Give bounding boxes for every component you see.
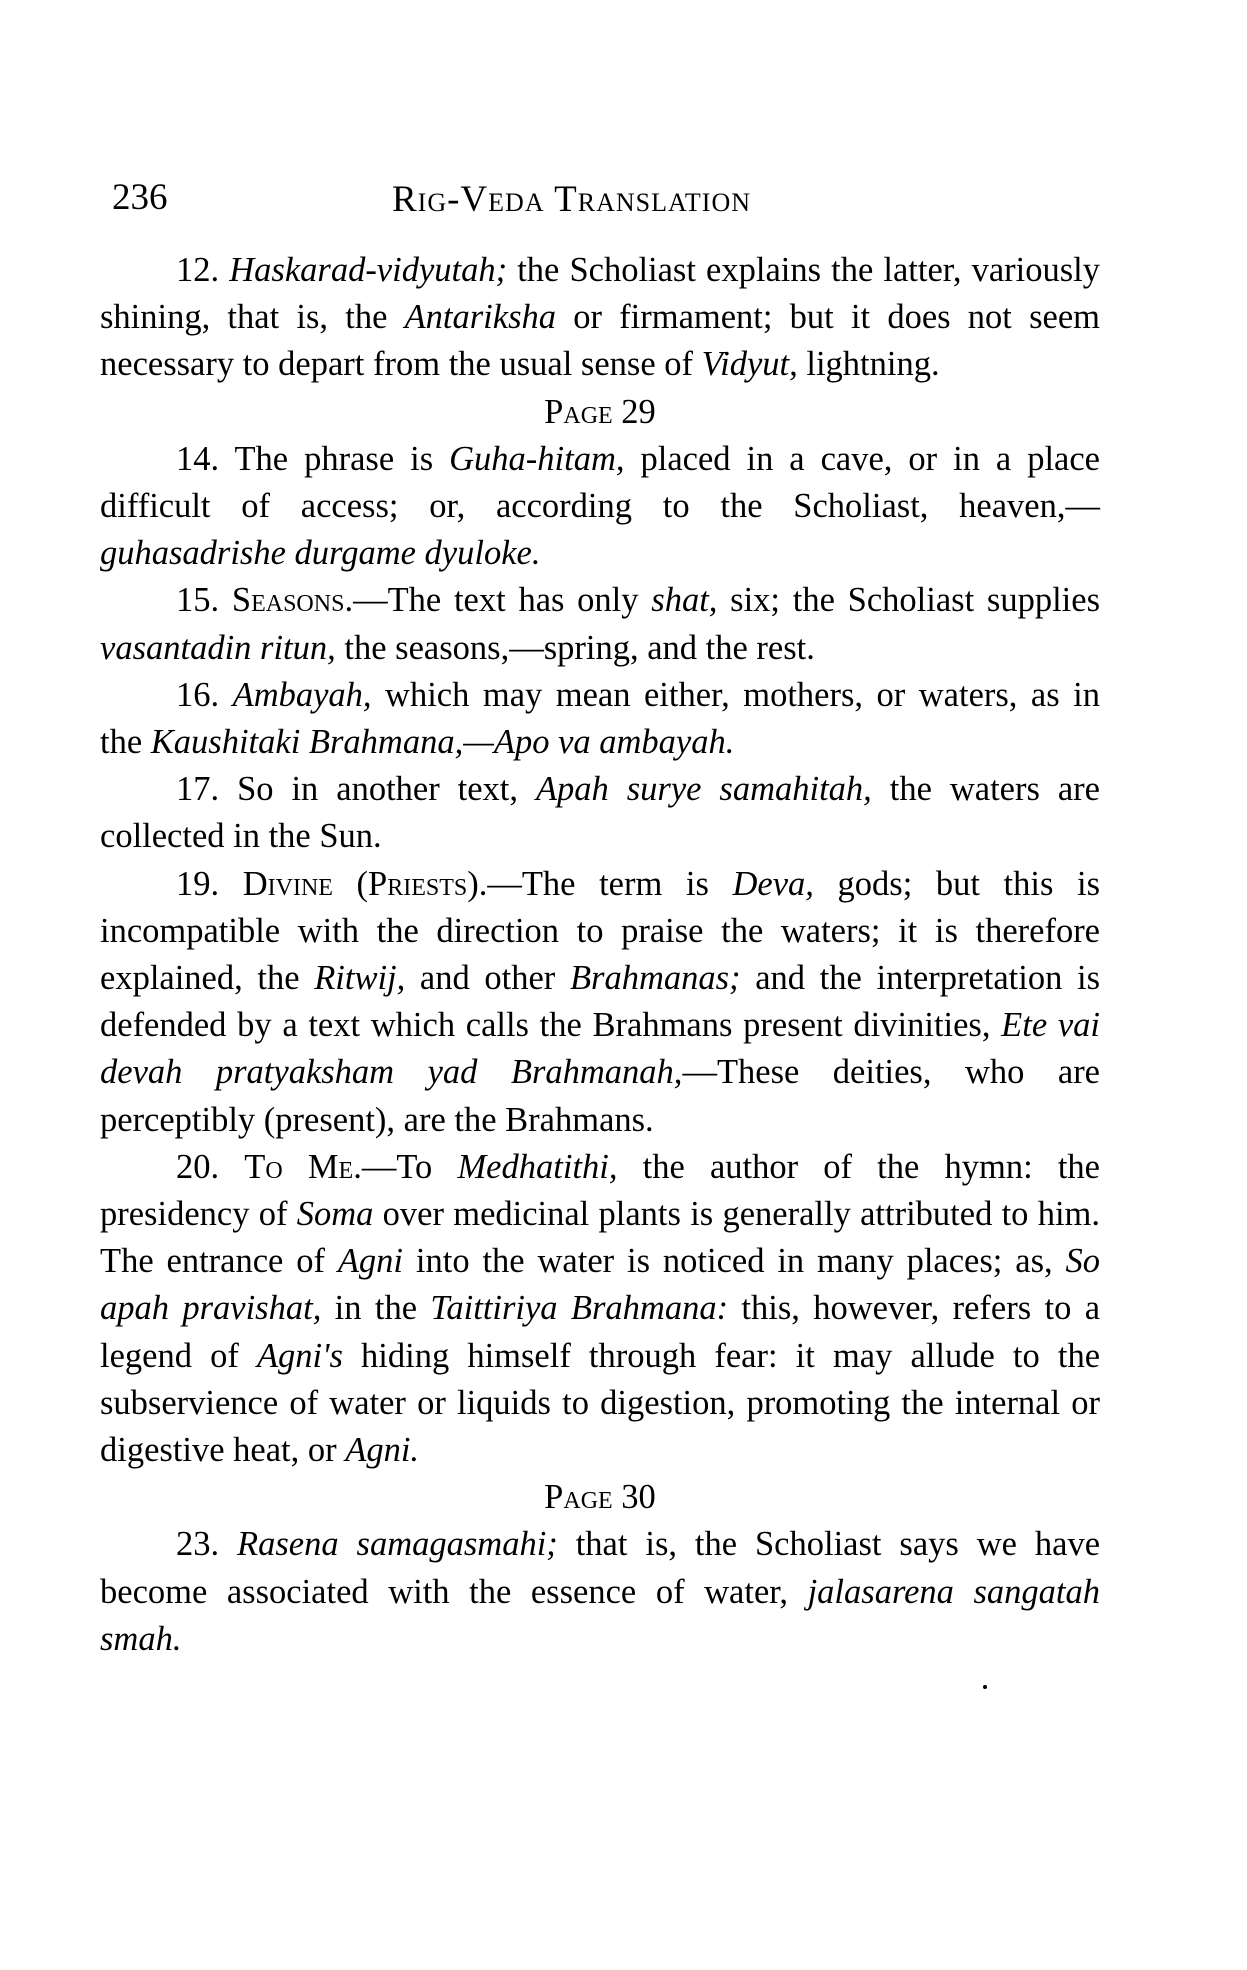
page-header [112,176,1092,222]
text-run: the waters are collected in the Sun. [100,770,1100,856]
text-run: the Scholiast explains the latter, variously shining, that is, the [100,251,1100,337]
text-run: gods; but this is incompatible with the direction to praise the waters; it is therefore explained, the [100,864,1100,998]
text-run: 19. [176,864,243,903]
small-caps-heading: Divine (Priests) [242,864,479,903]
text-run: which may mean either, mothers, or waters, as in the [100,675,1100,762]
italic-term: Ambayah, [232,675,372,714]
notes-group-3 [100,1521,1100,1663]
note-paragraph [100,247,1100,389]
italic-term: Haskarad-vidyutah; [229,251,508,289]
text-run: 15. [176,581,232,620]
italic-term: Medhatithi, [457,1147,618,1186]
italic-term: Agni. [345,1431,420,1470]
text-run: the author of the hymn: the presidency of [100,1147,1100,1234]
italic-term: So apah pravishat, [100,1242,1100,1328]
text-run: that is, the Scholiast says we have become associated with the essence of water, [100,1525,1101,1611]
page-number: 236 [112,177,168,218]
section-subhead-page-29: Page 29 [544,392,656,431]
note-paragraph [100,672,1100,766]
italic-term: Ete vai devah pratyaksham yad Brahmanah, [100,1006,1100,1092]
text-run: 16. [176,675,233,714]
italic-term: Vidyut, [701,345,798,384]
text-run: 23. [176,1525,238,1564]
italic-term: Ritwij, [314,959,406,998]
italic-term: Rasena samagasmahi; [237,1525,558,1564]
text-run: lightning. [797,345,940,384]
notes-group-1 [100,247,1100,389]
italic-term: Deva, [732,864,814,903]
note-paragraph [100,861,1100,1144]
text-run: placed in a cave, or in a place difficult of access; or, according to the Scholiast, heaven,— [100,439,1100,526]
text-run: in the [321,1289,431,1328]
text-run: .—The term is [478,864,733,903]
notes-group-2 [100,436,1100,1474]
note-paragraph [100,766,1100,860]
text-run: the seasons,—spring, and the rest. [335,628,815,667]
note-paragraph [100,1144,1100,1474]
small-caps-heading: To Me [244,1147,354,1186]
note-paragraph [100,436,1100,578]
text-run: 12. [176,251,230,289]
body-text [100,247,1100,1663]
text-run: into the water is noticed in many places; as, [403,1242,1066,1281]
italic-term: Antariksha [404,298,557,337]
text-run: this, however, refers to a legend of [100,1289,1101,1375]
italic-term: Agni [337,1242,404,1281]
text-run: and the interpretation is defended by a text which calls the Brahmans present divinities, [100,959,1100,1045]
running-head: Rig-Veda Translation [392,179,751,220]
small-caps-heading: Seasons [231,581,345,620]
text-run: hiding himself through fear: it may allude to the subservience of water or liquids to digestion, promoting the internal or digestive heat, or [100,1336,1101,1470]
scan-speck [983,1685,987,1689]
section-subhead-page-30: Page 30 [544,1478,656,1517]
italic-term: guhasadrishe durgame dyuloke. [100,534,541,573]
text-run: .—The text has only [344,581,652,620]
italic-term: shat, [651,581,718,620]
text-run: 14. The phrase is [176,439,450,478]
text-run: 20. [176,1147,245,1186]
italic-term: Brahmanas; [569,959,741,998]
text-run: 17. So in another text, [176,770,536,809]
text-run: over medicinal plants is generally attributed to him. The entrance of [100,1195,1100,1281]
text-run: .—To [353,1147,458,1186]
italic-term: Apah surye samahitah, [535,770,872,809]
text-run: six; the Scholiast supplies [717,581,1101,620]
note-paragraph [100,1521,1100,1663]
italic-term: Taittiriya Brahmana: [430,1289,729,1328]
text-run: —These deities, who are perceptibly (present), are the Brahmans. [100,1053,1100,1139]
italic-term: Guha-hitam, [449,439,625,478]
italic-term: Kaushitaki Brahmana,—Apo va ambayah. [150,723,735,762]
note-paragraph [100,577,1100,671]
italic-term: jalasarena sangatah smah. [100,1572,1100,1658]
text-run: or firmament; but it does not seem necessary to depart from the usual sense of [100,298,1100,384]
italic-term: vasantadin ritun, [100,628,336,667]
italic-term: Soma [296,1195,374,1234]
text-run: and other [405,959,570,998]
italic-term: Agni's [256,1336,343,1375]
